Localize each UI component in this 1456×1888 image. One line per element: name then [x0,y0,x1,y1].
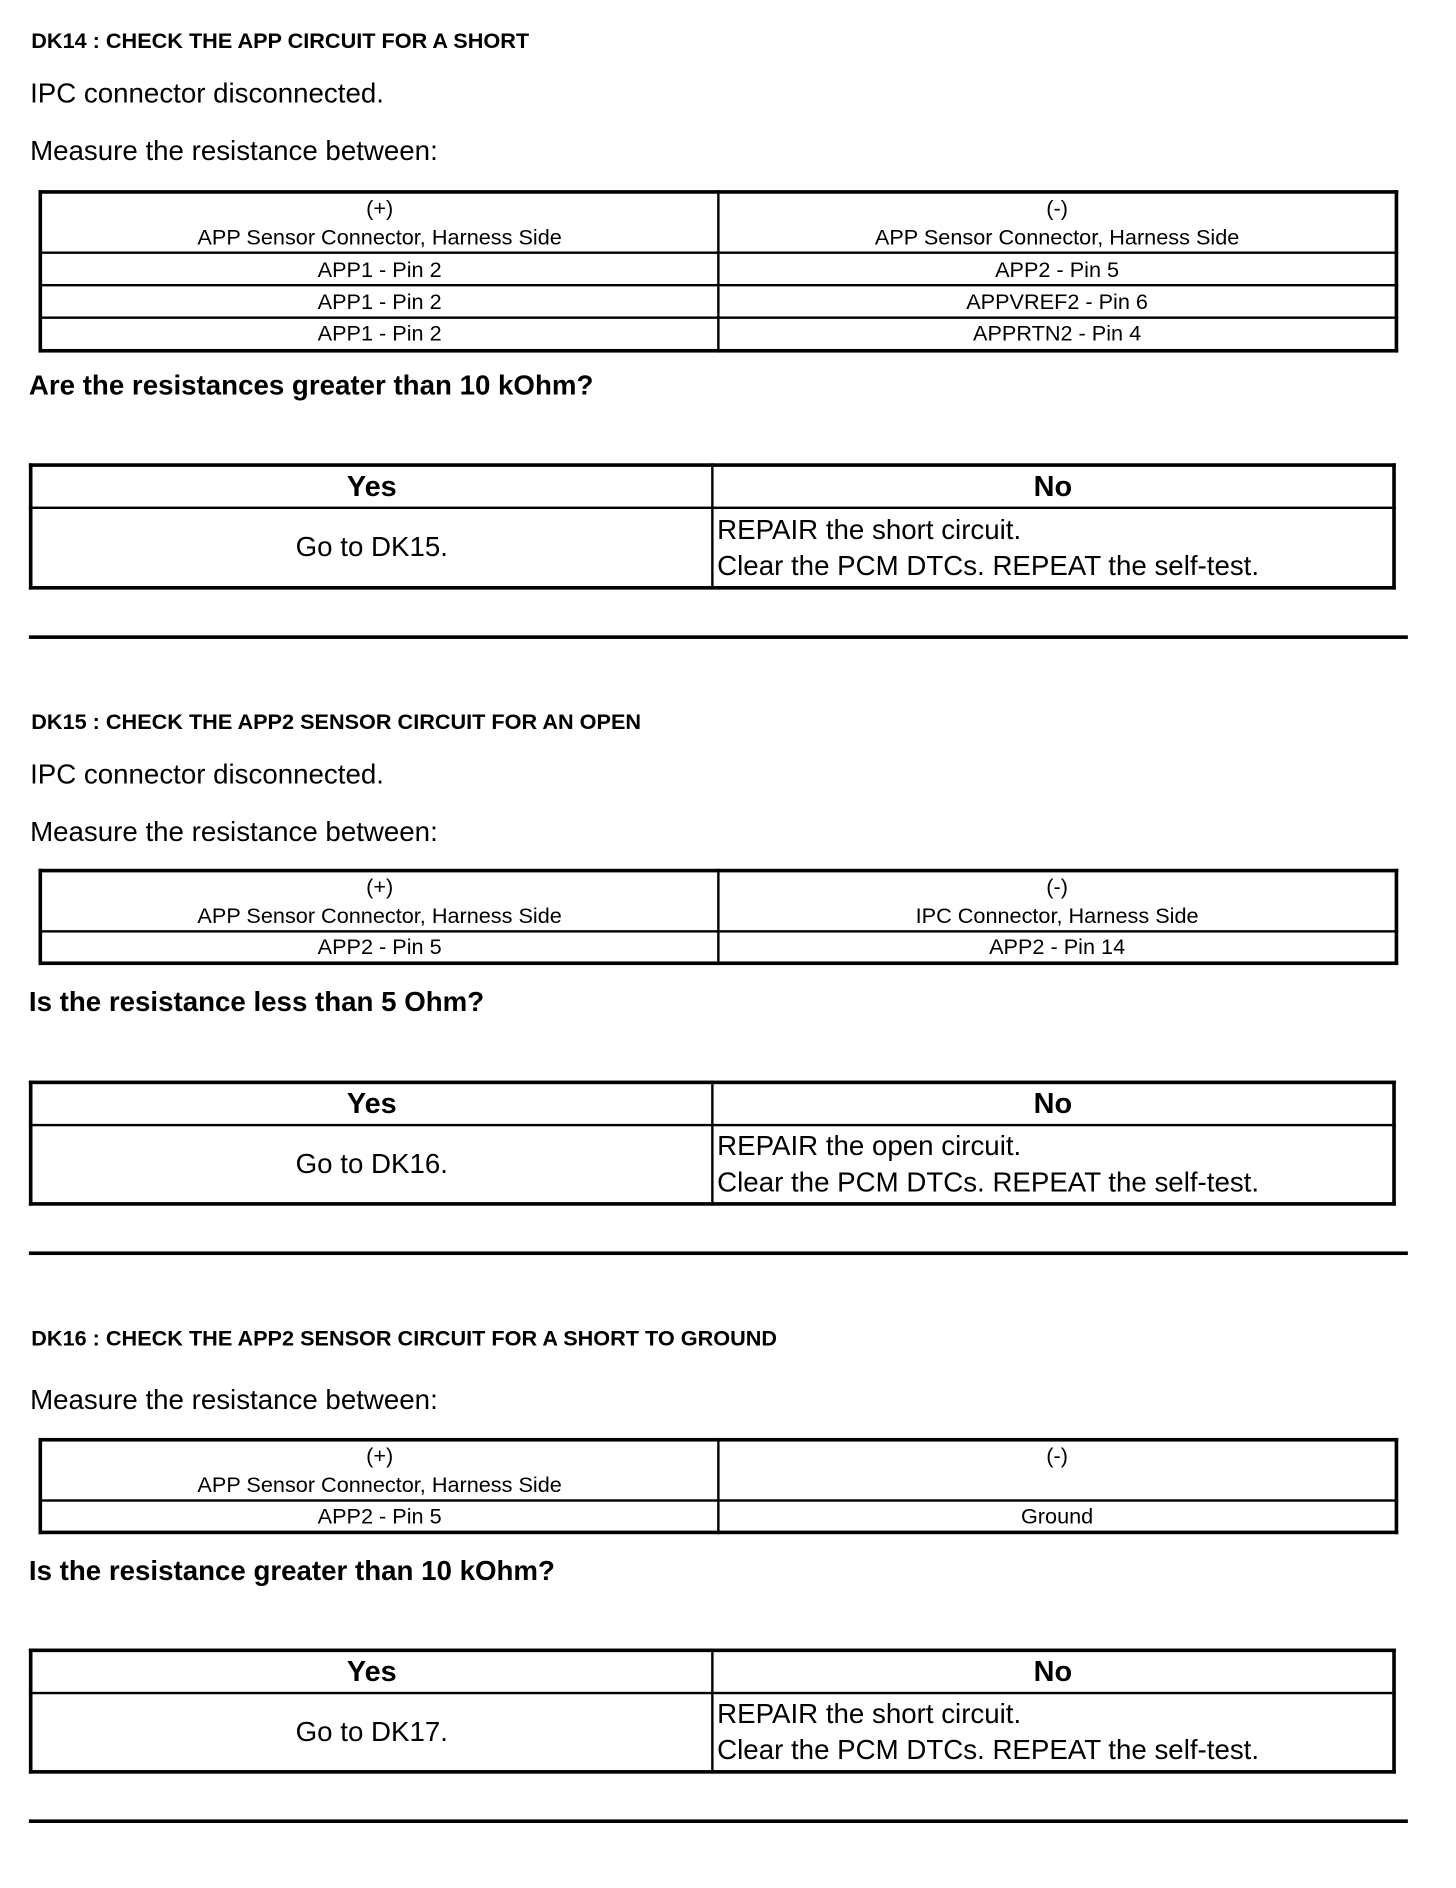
yes-action: Go to DK17. [31,1693,713,1771]
step-instruction: Measure the resistance between: [30,815,438,848]
yes-header: Yes [31,1082,713,1125]
step-instruction: Measure the resistance between: [30,1383,438,1416]
minus-sign: (-) [1046,874,1068,899]
measurement-table [39,1438,1399,1534]
yes-action: Go to DK15. [31,508,713,587]
step-heading-dk16: DK16 : CHECK THE APP2 SENSOR CIRCUIT FOR A SHORT TO GROUND [31,1326,777,1351]
no-action-line: REPAIR the short circuit. [717,1698,1022,1730]
plus-pin: APP1 - Pin 2 [40,318,718,350]
step-instruction: Measure the resistance between: [30,134,438,167]
yes-header: Yes [31,465,713,508]
plus-connector-label: APP Sensor Connector, Harness Side [197,903,562,928]
measurement-table [39,869,1399,965]
yes-action: Go to DK16. [31,1125,713,1203]
plus-connector-label: APP Sensor Connector, Harness Side [197,225,562,250]
minus-connector-label: APP Sensor Connector, Harness Side [874,225,1240,250]
plus-sign: (+) [366,1443,394,1469]
measurement-table [39,190,1399,352]
minus-pin: APP2 - Pin 5 [718,253,1396,285]
table-row [40,1501,1396,1533]
section-divider [29,635,1408,639]
minus-pin: APP2 - Pin 14 [718,931,1396,963]
section-divider [29,1251,1408,1255]
plus-pin: APP1 - Pin 2 [40,253,718,285]
minus-sign: (-) [1046,1443,1068,1469]
table-row [40,318,1396,350]
minus-header [718,871,1396,932]
plus-sign: (+) [366,874,394,899]
no-header: No [712,1082,1394,1125]
plus-header [40,192,718,253]
plus-pin: APP1 - Pin 2 [40,285,718,317]
no-action [712,508,1394,587]
minus-sign: (-) [1046,196,1068,221]
no-action-line: Clear the PCM DTCs. REPEAT the self-test. [717,1166,1260,1198]
no-header: No [712,1650,1394,1693]
no-action-line: Clear the PCM DTCs. REPEAT the self-test. [717,1734,1260,1766]
table-row [40,285,1396,317]
plus-pin: APP2 - Pin 5 [40,931,718,963]
step-heading-dk14: DK14 : CHECK THE APP CIRCUIT FOR A SHORT [31,28,530,53]
section-divider [29,1819,1408,1823]
minus-pin: Ground [718,1501,1396,1533]
table-row [40,931,1396,963]
step-heading-dk15: DK15 : CHECK THE APP2 SENSOR CIRCUIT FOR AN OPEN [31,709,642,735]
yes-no-table [29,1081,1396,1206]
yes-no-table [29,1649,1396,1774]
plus-header [40,871,718,932]
plus-connector-label: APP Sensor Connector, Harness Side [197,1472,562,1497]
step-condition: IPC connector disconnected. [30,77,384,109]
yes-no-table [29,463,1396,589]
minus-header [718,1440,1396,1501]
step-question: Is the resistance less than 5 Ohm? [28,985,485,1017]
no-action-line: Clear the PCM DTCs. REPEAT the self-test. [717,549,1260,581]
yes-header: Yes [31,1650,713,1693]
minus-connector-label: IPC Connector, Harness Side [915,903,1199,928]
no-action [712,1125,1394,1203]
minus-header [718,192,1396,253]
no-action [712,1693,1394,1771]
plus-pin: APP2 - Pin 5 [40,1501,718,1533]
plus-header [40,1440,718,1501]
table-row [40,253,1396,285]
no-action-line: REPAIR the open circuit. [717,1130,1022,1162]
no-action-line: REPAIR the short circuit. [717,513,1022,545]
minus-pin: APPVREF2 - Pin 6 [718,285,1396,317]
step-question: Are the resistances greater than 10 kOhm? [28,369,594,401]
no-header: No [712,465,1394,508]
minus-pin: APPRTN2 - Pin 4 [718,318,1396,350]
plus-sign: (+) [366,196,394,221]
step-condition: IPC connector disconnected. [30,758,384,790]
step-question: Is the resistance greater than 10 kOhm? [28,1554,555,1586]
